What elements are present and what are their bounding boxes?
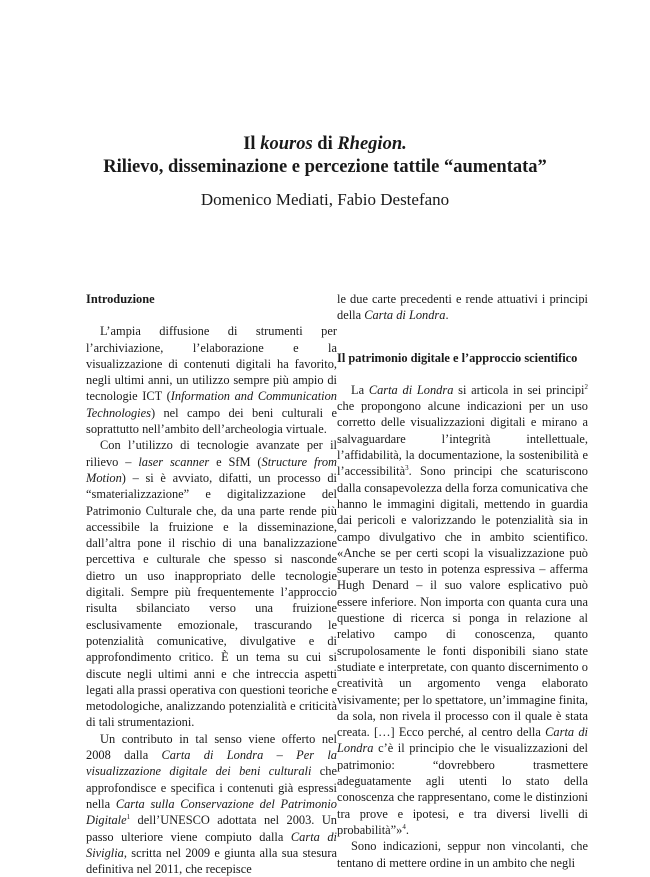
footnote-ref-1[interactable]: 1 [126, 813, 131, 822]
title-block [0, 133, 650, 211]
paragraph-1: L’ampia diffusione di strumenti per l’archiviazione, l’elaborazione e la visualizzazione di contenuti digitali ha favorito, negli ultimi anni, un utilizzo sempre più ampio di tecnologie ICT (Information and Communication Technologies) nel campo dei beni culturali e soprattutto nell’ambito dell’archeologia virtuale. [86, 324, 337, 437]
footnote-ref-2[interactable]: 2 [584, 382, 589, 391]
right-column [337, 291, 588, 871]
title-italic-kouros: kouros [260, 134, 313, 154]
paragraph-2: Con l’utilizzo di tecnologie avanzate per il rilievo – laser scanner e SfM (Structure from Motion) – si è avviato, difatti, un processo di “smaterializzazione” e digitalizzazione del Patrimonio Culturale che, da una parte rende più accessibile la fruizione e la disseminazione, dall’altra pone il rischio di una banalizzazione percettiva e culturale che spesso si nasconde dietro un uso inappropriato delle tecnologie digitali. Sempre più frequentemente l’approccio risulta sbilanciato verso una fruizione esclusivamente emozionale, trascurando le potenzialità comunicative, divulgative e di approfondimento critico. È un tema su cui si discute negli ultimi anni e che intreccia aspetti legati alla prassi operativa con questioni teoriche e metodologiche, analizzando potenzialità e criticità di tali strumentazioni. [86, 438, 337, 730]
title-italic-rhegion: Rhegion. [337, 134, 407, 154]
title-line-2: Rilievo, disseminazione e percezione tattile “aumentata” [103, 157, 547, 177]
footnote-ref-4[interactable]: 4 [402, 822, 406, 831]
authors: Domenico Mediati, Fabio Destefano [200, 190, 450, 209]
title-text: di [312, 134, 338, 154]
paragraph-continuation: le due carte precedenti e rende attuativi i principi della Carta di Londra. [337, 292, 588, 323]
section-heading-patrimonio: Il patrimonio digitale e l’approccio scientifico [337, 350, 578, 365]
left-column [86, 291, 337, 877]
footnote-ref-3[interactable]: 3 [405, 464, 409, 473]
title-text: Il [243, 134, 261, 154]
title-line-1 [0, 133, 650, 156]
paragraph-3: Un contributo in tal senso viene offerto nel 2008 dalla Carta di Londra – Per la visualizzazione digitale dei beni culturali che approfondisce e specifica i contenuti già espressi nella Carta sulla Conservazione del Patrimonio Digitale$^1$ dell’UNESCO adottata nel 2003. Un passo ulteriore viene compiuto dalla Carta di Siviglia, scritta nel 2009 e giunta alla sua stesura definitiva nel 2011, che recepisce [86, 731, 338, 877]
paragraph-4: La Carta di Londra si articola in sei principi$^2$ che propongono alcune indicazioni per un uso corretto delle visualizzazioni digitali e mirano a salvaguardare l’integrità intellettuale, l’affidabilità, la documentazione, la sostenibilità e l’accessibilità$^3$. Sono principi che scaturiscono dalla consapevolezza della forza comunicativa che hanno le immagini digitali, mettendo in guardia dai pericoli e valorizzando le potenzialità sia in campo divulgativo che in ambito scientifico. «Anche se per certi scopi la visualizzazione può superare un testo in potenza espressiva – afferma Hugh Denard – il suo valore esplicativo può essere inferiore. Non importa con quanta cura una questione di ricerca si ponga in relazione al relativo campo di conoscenza, quanto scrupolosamente le fonti disponibili siano state studiate e interpretate, con quanto discernimento o creatività un argomento venga elaborato visivamente; per lo spettatore, un’immagine finita, da sola, non rivela il processo con il quale è stata creata. […] Ecco perché, al centro della Carta di Londra c’è il principio che le visualizzazioni del patrimonio: “dovrebbero trasmettere adeguatamente agli utenti lo stato della conoscenza che rappresentano, come le distinzioni tra prove e ipotesi, e tra diversi livelli di probabilità”»$^4$. [337, 382, 589, 837]
section-heading-introduzione: Introduzione [86, 292, 155, 306]
paragraph-5: Sono indicazioni, seppur non vincolanti, che tentano di mettere ordine in un ambito che negli [337, 839, 588, 870]
